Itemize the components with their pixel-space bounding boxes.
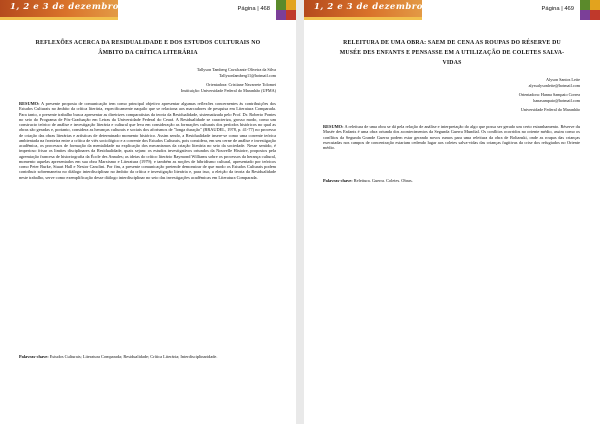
event-logo-icon	[580, 0, 600, 20]
abstract	[323, 124, 580, 150]
author-name: Tallyson Tamberg Cavalcante Oliveira da Silva	[196, 67, 276, 72]
abstract-label: RESUMO:	[323, 124, 344, 129]
abstract	[19, 101, 276, 180]
author-block	[181, 67, 276, 93]
event-date-text: 1, 2 e 3 de dezembro de 2019	[314, 2, 468, 12]
advisor-name: Orientadora: Cristiane Navarrete Tolomei	[206, 82, 276, 88]
page-header	[0, 0, 296, 22]
page-number: Página | 468	[237, 6, 270, 12]
event-date-text: 1, 2 e 3 de dezembro de 2019	[10, 2, 164, 12]
keywords-label: Palavras-chave:	[19, 354, 49, 359]
author-block	[519, 77, 580, 113]
page-header	[304, 0, 600, 22]
left-page	[0, 0, 296, 424]
keywords	[19, 354, 276, 359]
keywords	[323, 178, 580, 183]
keywords-label: Palavras-chave:	[323, 178, 353, 183]
keywords-text: Releitura. Guerra. Coletes. Obras.	[353, 178, 413, 183]
institution: Instituição: Universidade Federal do Maranhão (UFMA)	[180, 87, 276, 93]
author-email: Tallysonlamberg11@hotmail.com	[219, 72, 276, 78]
event-date-banner	[304, 0, 468, 20]
abstract-text: A releitura de uma obra se dá pela relação de análise e interpretação do algo que possa ser gerado um certo estranhamento. Réserve du Musée des Enfants é uma obra oriunda dos acontecimentos da Segunda Guerra Mundial. Os conflitos ocorridos no oriente médio, assim como os conflitos da Segunda Grande Guerra podem estar gerando novos rumos para uma releitura da obra de Boltanski, onde as roupas das crianças executadas nos campos de concentração estariam cedendo lugar aos coletes salva-vidas das crianças fugitivas da crise dos refugiados no Oriente médio.	[323, 124, 580, 150]
paper-title: RELEITURA DE UMA OBRA: SAEM DE CENA AS ROUPAS DO RÉSERVE DU MUSÉE DES ENFANTS E PENSASSE EM A UTILIZAÇÃO DE COLETES SALVA-VIDAS	[339, 40, 565, 66]
page-number: Página | 469	[541, 6, 574, 12]
author-email: alyssalysonleite@hotmail.com	[528, 82, 580, 88]
abstract-text: A presente proposta de comunicação tem como principal objetivo apresentar algumas reflexões concernentes às contribuições dos Estudos Culturais no âmbito da crítica literária, especificamente naquilo que se relaciona aos marcadores de pesquisa em Literatura Comparada. Para tanto, o presente trabalho busca apresentar as diretrizes comparatistas da teoria da Residualidade, sistematizada pelo Prof. Dr. Roberto Pontes no seio do Programa de Pós-Graduação em Letras da Universidade Federal do Ceará. A Residualidade se caracteriza, grosso modo, como um constructo teórico de análise e investigação literária e cultural que leva em consideração as formações culturais dos períodos históricos no qual as obras são geradas e, portanto, considera as heranças culturais e sociais dos aforismos de "longa duração" (BRAUDEL, 1978, p. 41-77) no processo de criação das obras literárias e artísticas de determinado momento histórico. Assim sendo, a Residualidade insere-se como uma corrente teórica ambientada na fronteira entre a crítica de viés sociológico e a corrente dos Estudos Culturais, pois considera, em seu cerne de análise e investigação acadêmica, os processos de formação da mentalidade na explicação dos mecanismos da criação literária no seio da sociedade. Nesse sentido, é imperioso frisar os limites disciplinares da Residualidade, quais sejam: os estudos investigativos oriundos da Nouvelle Histoire, propostos pela agremiação francesa de historiografia da École des Annales; as ideias do crítico literário Raymond Williams sobre os processos da herança cultural, momento aquelas apresentados em sua obra Marxismo e Literatura (1979); e também as noções de hibridismo cultural, apresentado por teóricos como Peter Burke, Stuart Hall e Nestor Canclini. Por fim, a presente comunicação pretende demonstrar de que modo os Estudos Culturais podem contribuir sobremaneira no diálogo interdisciplinar no âmbito da crítica e investigação literária e, para isso, a eleição da teoria da Residualidade neste trabalho, serve como exemplificação desse diálogo interdisciplinar no seio das investigações acadêmicas em Literatura Comparada.	[19, 101, 276, 180]
right-page	[304, 0, 600, 424]
paper-title: REFLEXÕES ACERCA DA RESIDUALIDADE E DOS ESTUDOS CULTURAIS NO ÂMBITO DA CRÍTICA LITERÁRIA	[35, 40, 261, 56]
event-logo-icon	[276, 0, 296, 20]
abstract-label: RESUMO:	[19, 101, 40, 106]
advisor-name: Orientadora: Hanna Sampaio Correa	[518, 92, 580, 98]
author-name: Alyson Santos Leite	[546, 77, 580, 82]
institution: Universidade Federal do Maranhão	[520, 107, 580, 113]
event-date-banner	[0, 0, 164, 20]
keywords-text: Estudos Culturais; Literatura Comparada; Residualidade; Crítica Literária; Interdisciplinaridade.	[49, 354, 218, 359]
advisor-email: hanasampaio@hotmail.com	[533, 97, 580, 103]
